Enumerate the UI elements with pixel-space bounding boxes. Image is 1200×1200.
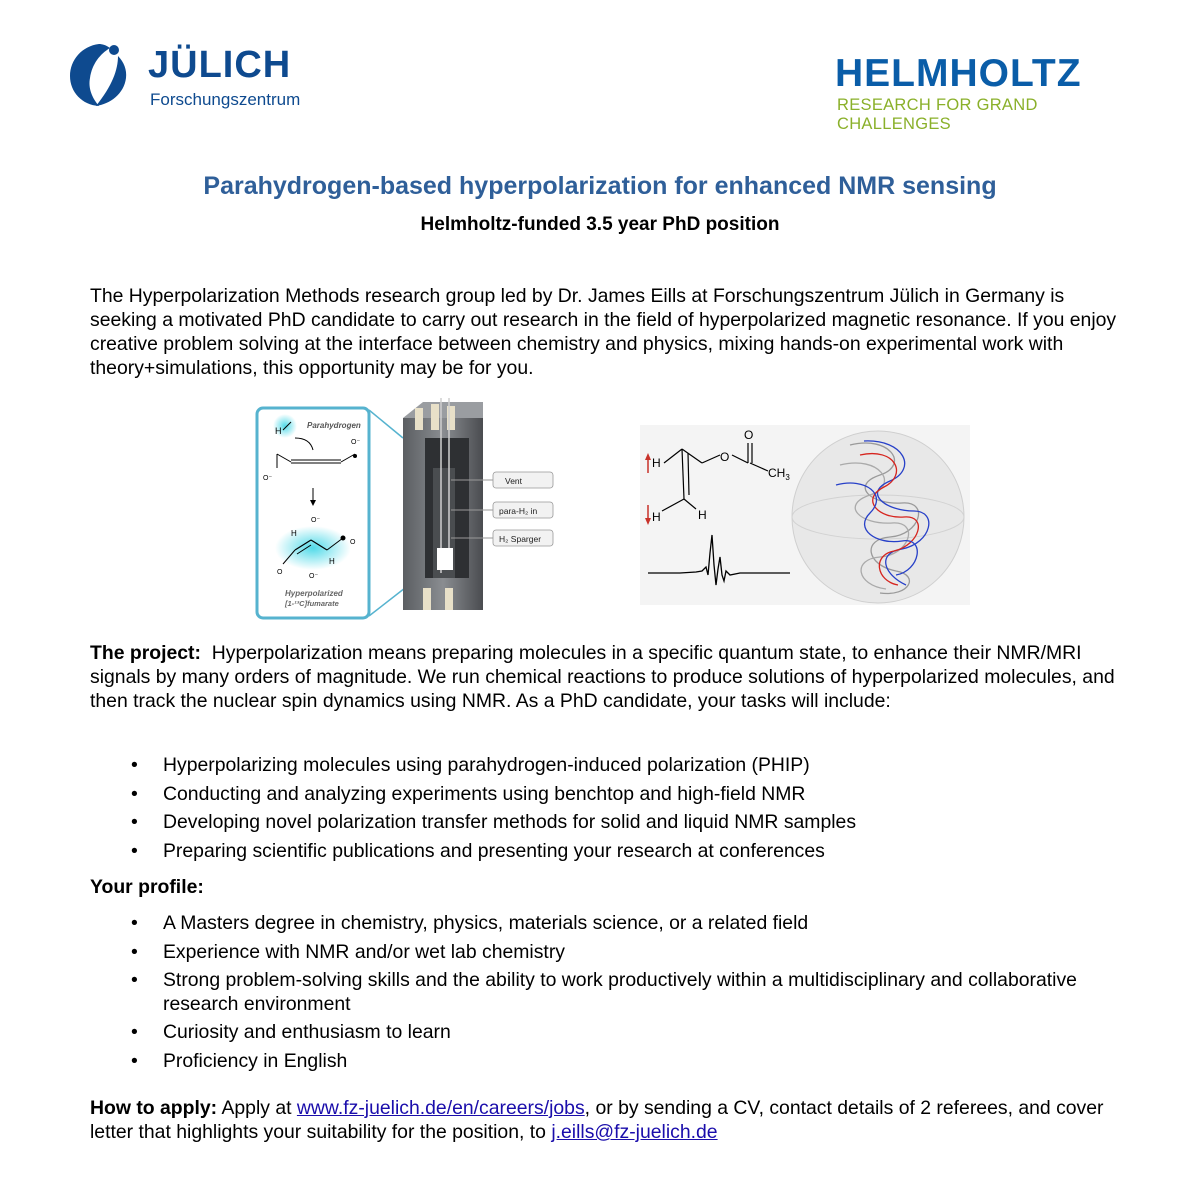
list-item: • Proficiency in English <box>91 1047 1121 1076</box>
juelich-logo <box>66 38 326 118</box>
intro-paragraph: The Hyperpolarization Methods research group led by Dr. James Eills at Forschungszentrum Jülich in Germany is seeking a motivated PhD candidate to carry out research in the field of hyperpolarized magnetic resonance. If you enjoy creative problem solving at the interface between chemistry and physics, mixing hands-on experimental work with theory+simulations, this opportunity may be for you. <box>90 285 1117 379</box>
o-minus-4: O⁻ <box>309 573 319 580</box>
list-item: • Hyperpolarizing molecules using parahydrogen-induced polarization (PHIP) <box>91 751 1121 780</box>
project-heading: The project: <box>90 642 201 664</box>
apply-text-1: Apply at <box>221 1097 292 1119</box>
bloch-sphere <box>792 431 964 603</box>
list-item: • Curiosity and enthusiasm to learn <box>91 1018 1121 1047</box>
apply-text-2: , or by sending a CV, contact details of 2 referees, and cover letter that highlights your suitability for the position, to <box>90 1097 1104 1143</box>
profile-heading: Your profile: <box>90 876 204 898</box>
ch3-label: $CH_3$ <box>768 466 790 482</box>
h2-label: H <box>275 426 282 436</box>
email-link[interactable]: j.eills@fz-juelich.de <box>551 1121 718 1143</box>
parahydrogen-label: Parahydrogen <box>307 421 361 430</box>
hyperpolarized-label: Hyperpolarized <box>285 589 343 598</box>
fumarate-label: [1-¹³C]fumarate <box>285 599 339 608</box>
page-subtitle: Helmholtz-funded 3.5 year PhD position <box>420 214 780 235</box>
h-top: H <box>652 456 661 470</box>
project-text: Hyperpolarization means preparing molecules in a specific quantum state, to enhance their NMR/MRI signals by many orders of magnitude. We run chemical reactions to produce solutions of hyperpolarized molecules, and then track the nuclear spin dynamics using NMR. As a PhD candidate, your tasks will include: <box>90 642 1115 712</box>
tasks-list <box>91 751 1121 865</box>
list-item: • A Masters degree in chemistry, physics, materials science, or a related field <box>91 909 1121 938</box>
profile-list <box>91 909 1121 1075</box>
helmholtz-logo <box>835 52 1145 133</box>
o-minus-3: O⁻ <box>311 517 321 524</box>
helmholtz-tagline: RESEARCH FOR GRAND CHALLENGES <box>837 96 1038 133</box>
sparger-label: H₂ Sparger <box>499 534 542 544</box>
o-atom-1: O <box>350 539 356 546</box>
list-item: • Developing novel polarization transfer methods for solid and liquid NMR samples <box>91 808 1121 837</box>
o-atom-2: O <box>277 569 283 576</box>
o-carbonyl: O <box>744 428 754 442</box>
fumarate-h1: H <box>291 529 297 538</box>
h-right: H <box>698 508 707 522</box>
para-in-label: para-H₂ in <box>499 506 538 516</box>
helmholtz-name: HELMHOLTZ <box>835 52 1082 95</box>
list-item: • Strong problem-solving skills and the ability to work productively within a multidisciplinary and collaborative research environment <box>91 966 1121 1018</box>
careers-link[interactable]: www.fz-juelich.de/en/careers/jobs <box>296 1097 585 1119</box>
spin-dynamics-figure <box>640 425 970 605</box>
list-item: • Preparing scientific publications and presenting your research at conferences <box>91 837 1121 866</box>
list-item: • Experience with NMR and/or wet lab chemistry <box>91 938 1121 967</box>
fumarate-h2: H <box>329 557 335 566</box>
page-title: Parahydrogen-based hyperpolarization for enhanced NMR sensing <box>203 172 997 200</box>
juelich-mark-icon <box>66 42 132 108</box>
project-paragraph <box>90 641 1120 713</box>
vent-label: Vent <box>505 476 523 486</box>
h-bottom: H <box>652 510 661 524</box>
o-ester: O <box>720 450 730 464</box>
o-minus-2: O⁻ <box>351 439 361 446</box>
reactor-figure <box>255 398 555 620</box>
apply-paragraph <box>90 1096 1120 1144</box>
juelich-subtitle: Forschungszentrum <box>150 90 301 109</box>
vent-tag <box>493 472 553 488</box>
apply-heading: How to apply: <box>90 1097 218 1119</box>
o-minus-1: O⁻ <box>263 475 273 482</box>
list-item: • Conducting and analyzing experiments using benchtop and high-field NMR <box>91 780 1121 809</box>
juelich-name: JÜLICH <box>148 44 292 86</box>
